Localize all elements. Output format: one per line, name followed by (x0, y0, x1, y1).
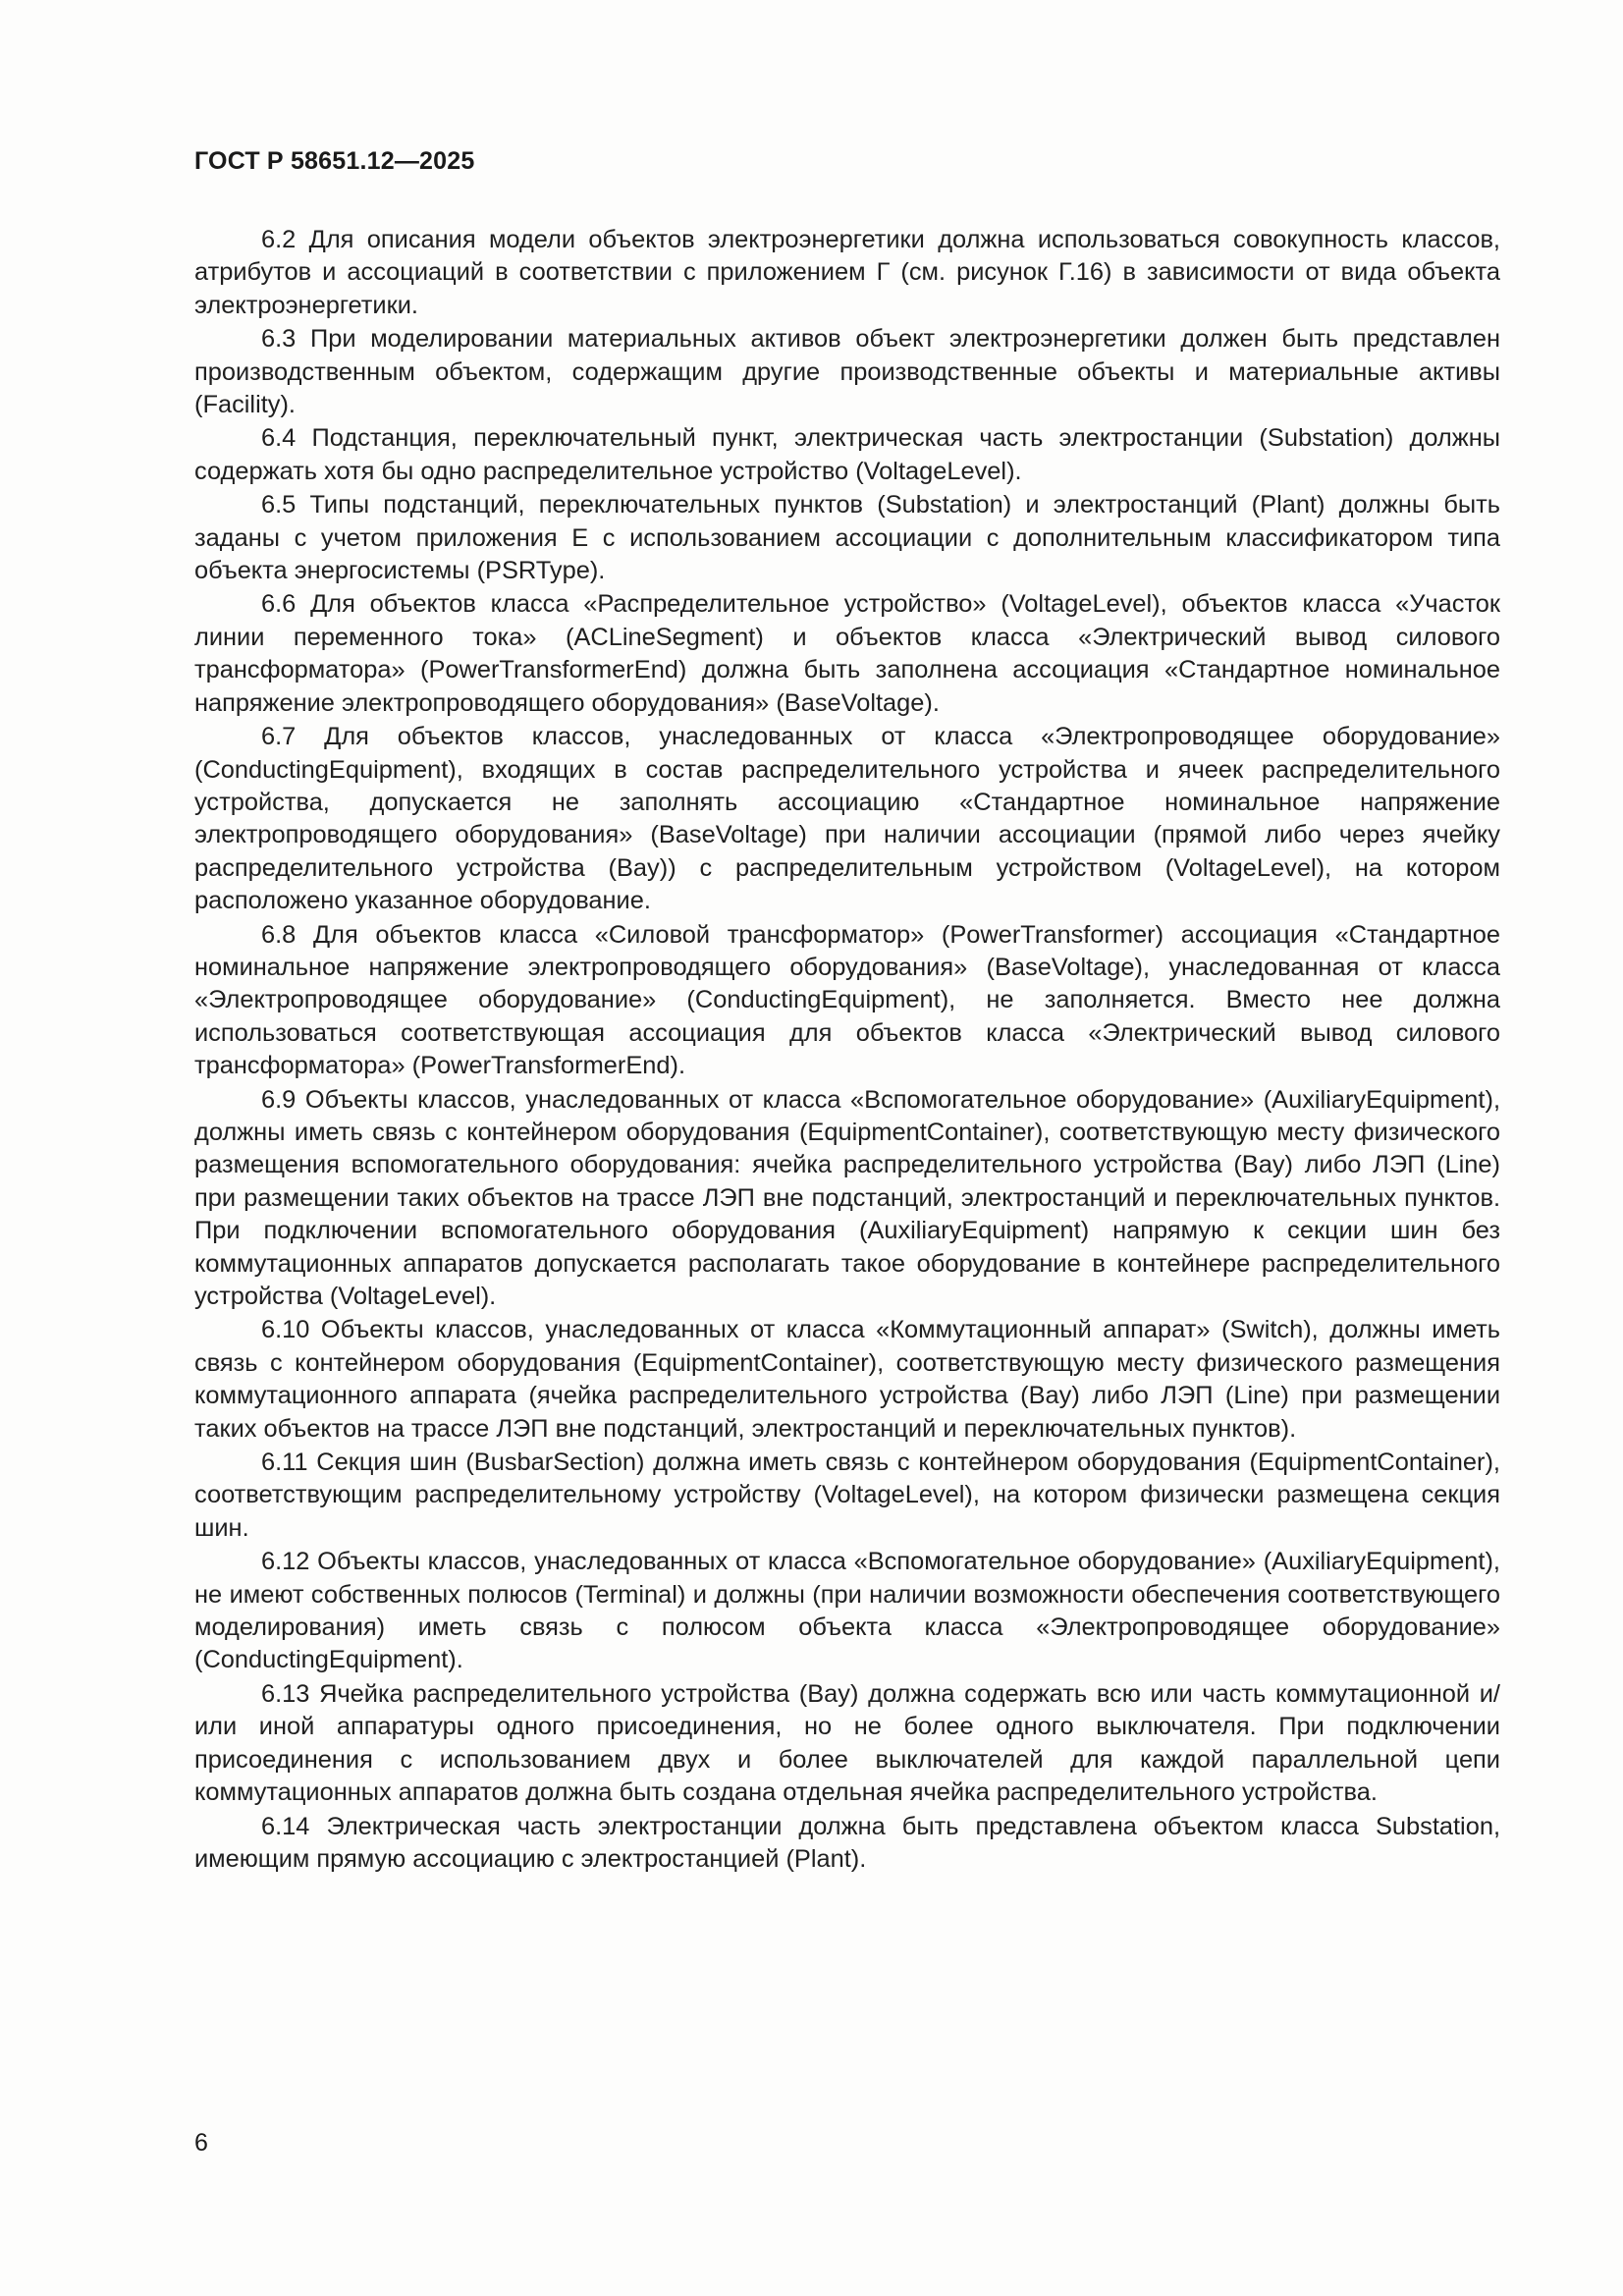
paragraph-6-5: 6.5 Типы подстанций, переключательных пунктов (Substation) и электростанций (Plant) должны быть заданы с учетом приложения Е с использованием ассоциации с дополнительным классификатором типа объекта энергосистемы (PSRType). (194, 491, 1500, 585)
paragraph-6-11: 6.11 Секция шин (BusbarSection) должна иметь связь с контейнером оборудования (EquipmentContainer), соответствующим распределительному устройству (VoltageLevel), на котором физически размещена секция шин. (194, 1449, 1500, 1542)
paragraph-6-9: 6.9 Объекты классов, унаследованных от класса «Вспомогательное оборудование» (AuxiliaryEquipment), должны иметь связь с контейнером оборудования (EquipmentContainer), соответствующую месту физического размещения вспомогательного оборудования: ячейка распределительного устройства (Bay) либо ЛЭП (Line) при размещении таких объектов на трассе ЛЭП вне подстанций, электростанций и переключательных пунктов. При подключении вспомогательного оборудования (AuxiliaryEquipment) напрямую к секции шин без коммутационных аппаратов допускается располагать такое оборудование в контейнере распределительного устройства (VoltageLevel). (194, 1085, 1500, 1310)
document-body (194, 224, 1500, 1877)
paragraph-6-4: 6.4 Подстанция, переключательный пункт, электрическая часть электростанции (Substation) должны содержать хотя бы одно распределительное устройство (VoltageLevel). (194, 424, 1500, 485)
paragraph-6-3: 6.3 При моделировании материальных активов объект электроэнергетики должен быть представлен производственным объектом, содержащим другие производственные объекты и материальные активы (Facility). (194, 325, 1500, 419)
document-header: ГОСТ Р 58651.12—2025 (194, 147, 475, 175)
paragraph-6-8: 6.8 Для объектов класса «Силовой трансформатор» (PowerTransformer) ассоциация «Стандартное номинальное напряжение электропроводящего оборудования» (BaseVoltage), унаследованная от класса «Электропроводящее оборудование» (ConductingEquipment), не заполняется. Вместо нее должна использоваться соответствующая ассоциация для объектов класса «Электрический вывод силового трансформатора» (PowerTransformerEnd). (194, 920, 1500, 1080)
paragraph-6-14: 6.14 Электрическая часть электростанции должна быть представлена объектом класса Substation, имеющим прямую ассоциацию с электростанцией (Plant). (194, 1812, 1500, 1873)
paragraph-6-12: 6.12 Объекты классов, унаследованных от класса «Вспомогательное оборудование» (AuxiliaryEquipment), не имеют собственных полюсов (Terminal) и должны (при наличии возможности обеспечения соответствующего моделирования) иметь связь с полюсом объекта класса «Электропроводящее оборудование» (ConductingEquipment). (194, 1548, 1500, 1674)
paragraph-6-7: 6.7 Для объектов классов, унаследованных от класса «Электропроводящее оборудование» (ConductingEquipment), входящих в состав распределительного устройства и ячеек распределительного устройства, допускается не заполнять ассоциацию «Стандартное номинальное напряжение электропроводящего оборудования» (BaseVoltage) при наличии ассоциации (прямой либо через ячейку распределительного устройства (Bay)) с распределительным устройством (VoltageLevel), на котором расположено указанное оборудование. (194, 723, 1500, 915)
paragraph-6-13: 6.13 Ячейка распределительного устройства (Bay) должна содержать всю или часть коммутационной и/или иной аппаратуры одного присоединения, но не более одного выключателя. При подключении присоединения с использованием двух и более выключателей для каждой параллельной цепи коммутационных аппаратов должна быть создана отдельная ячейка распределительного устройства. (194, 1679, 1500, 1807)
paragraph-6-2: 6.2 Для описания модели объектов электроэнергетики должна использоваться совокупность классов, атрибутов и ассоциаций в соответствии с приложением Г (см. рисунок Г.16) в зависимости от вида объекта электроэнергетики. (194, 226, 1500, 319)
page-number: 6 (194, 2129, 208, 2157)
paragraph-6-10: 6.10 Объекты классов, унаследованных от класса «Коммутационный аппарат» (Switch), должны иметь связь с контейнером оборудования (EquipmentContainer), соответствующую месту физического размещения коммутационного аппарата (ячейка распределительного устройства (Bay) либо ЛЭП (Line) при размещении таких объектов на трассе ЛЭП вне подстанций, электростанций и переключательных пунктов). (194, 1316, 1500, 1443)
paragraph-6-6: 6.6 Для объектов класса «Распределительное устройство» (VoltageLevel), объектов класса «Участок линии переменного тока» (ACLineSegment) и объектов класса «Электрический вывод силового трансформатора» (PowerTransformerEnd) должна быть заполнена ассоциация «Стандартное номинальное напряжение электропроводящего оборудования» (BaseVoltage). (194, 590, 1500, 717)
